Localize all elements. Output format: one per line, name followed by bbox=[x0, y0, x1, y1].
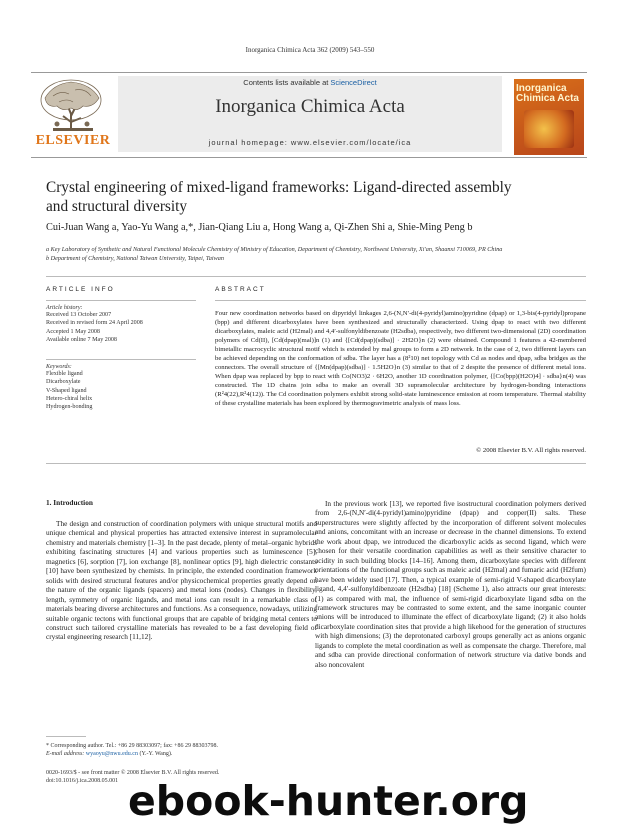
journal-cover-art bbox=[524, 110, 574, 148]
contents-line bbox=[118, 78, 502, 87]
history-item: Received 13 October 2007 bbox=[46, 312, 112, 318]
abstract-rule bbox=[215, 300, 586, 301]
keywords-rule bbox=[46, 359, 196, 360]
article-title-line-1: Crystal engineering of mixed-ligand frameworks: Ligand-directed assembly bbox=[46, 179, 512, 196]
affiliation-b: b Department of Chemistry, National Taiwan University, Taipei, Taiwan bbox=[46, 255, 224, 262]
journal-cover-title: Inorganica Chimica Acta bbox=[516, 83, 579, 104]
footnote-rule bbox=[46, 736, 86, 737]
keywords-label: Keywords: bbox=[46, 364, 72, 370]
email-line bbox=[46, 750, 316, 758]
watermark: ebook-hunter.org bbox=[128, 777, 529, 825]
sciencedirect-link[interactable]: ScienceDirect bbox=[330, 78, 377, 87]
history-item: Received in revised form 24 April 2008 bbox=[46, 320, 143, 327]
article-info-rule bbox=[46, 300, 196, 301]
keyword-item: Hydrogen-bonding bbox=[46, 404, 93, 411]
issn-line: 0020-1693/$ - see front matter © 2008 Elsevier B.V. All rights reserved. bbox=[46, 770, 220, 776]
doi-line[interactable]: doi:10.1016/j.ica.2008.05.001 bbox=[46, 778, 119, 784]
article-history bbox=[46, 305, 196, 344]
contents-prefix: Contents lists available at bbox=[243, 78, 331, 87]
history-item: Accepted 1 May 2008 bbox=[46, 328, 100, 335]
email-link[interactable]: wyaoyu@nwu.edu.cn bbox=[85, 751, 138, 757]
article-history-label: Article history: bbox=[46, 305, 83, 311]
journal-title: Inorganica Chimica Acta bbox=[215, 96, 405, 117]
author-list: Cui-Juan Wang a, Yao-Yu Wang a,*, Jian-Qiang Liu a, Hong Wang a, Qi-Zhen Shi a, Shie-Ming Peng b bbox=[46, 222, 473, 233]
keyword-item: Flexible ligand bbox=[46, 371, 83, 377]
elsevier-wordmark: ELSEVIER bbox=[35, 133, 111, 148]
body-paragraph: The design and construction of coordination polymers with unique structural motifs and unique chemical and physical properties has attracted extensive interest in supramolecular chemistry and materials chemistry [1–3]. In the past decade, plenty of metal–organic hybrids exhibiting fascinating structures [4] and various properties such as luminescence [5], magnetics [6], sorption [7], ion exchange [8], nonlinear optics [9], high dielectric constants [10] have been synthesized by chemists. In principle, the extended coordination framework solids with desired structural features and/or physicochemical properties greatly depend on the nature of the organic ligands (spacers) and metal ions (nodes). Changes in flexibility, length, symmetry of organic ligands, and metal ions can result in a remarkable class of materials bearing diverse architectures and functions. As a consequence, nowadays, utilizing suitable organic tectons with functional groups that are capable of bridging metal centers to construct such tailored crystalline materials has revealed to be a fast developing field of crystal engineering research [11,12]. bbox=[46, 519, 317, 642]
article-title bbox=[46, 178, 586, 216]
running-head: Inorganica Chimica Acta 362 (2009) 543–550 bbox=[245, 46, 375, 54]
footnote bbox=[46, 742, 316, 758]
affiliations bbox=[46, 245, 586, 263]
email-label: E-mail address: bbox=[46, 751, 86, 757]
abstract-text: Four new coordination networks based on dipyridyl linkages 2,6-(N,N′-di(4-pyridyl)amino)pyridine (dpap) or 1,3-bis(4-pyridyl)propane (bpp) and different dicarboxylates have been synthesized and structurally characterized. Using dpap to react with two different dicarboxylates, maleic acid (H2mal) and 4,4′-sulfonyldibenzoate (H2sdba), respectively, two different two-dimensional (2D) coordination polymers of Cd(II), [Cd(dpap)(mal)]n (1) and {[Cd(dpap)(sdba)] · 2H2O}n (2) were obtained. Compound 1 features a 42-membered bimetallic macrocyclic structural motif which is extended by mal groups to form a 2D network. In the case of 2, two different layers can be achieved depending on the conformation of sdba. The layer has a (8²10) net topology with Cd as nodes and dpap, sdba bridges as the connectors. The overall structure of {[Mn(dpap)(sdba)] · 1.5H2O}n (3) similar to that of 2 despite the presence of different metal ions. When dpap was replaced by bpp to react with Co(NO3)2 · 6H2O, another 1D coordination polymer, {[Co(bpp)(H2O)4] · sdba}n(4) was constructed. The 1D chains join sdba to make an overall 3D supramolecular architecture by hydrogen-bonding interactions (R²4(22),R²4(12)). The Cd coordination polymers exhibit strong solid-state luminescence emission at room temperature. Thermal stability of these crystalline materials has been explored by thermogravimetric analysis of mass loss. bbox=[215, 310, 586, 408]
title-divider bbox=[46, 276, 586, 277]
keywords bbox=[46, 364, 196, 411]
keyword-item: Hetero-chiral helix bbox=[46, 395, 93, 402]
keyword-item: V-Shaped ligand bbox=[46, 387, 87, 394]
body-paragraph: In the previous work [13], we reported five isostructural coordination polymers derived from 2,6-(N,N′-di(4-pyridyl)amino)pyridine (dpap) and copper(II) salts. These superstructures were slightly affected by the incorporation of different solvent molecules and anions, concomitant with an increase or decrease in the channel dimensions. To extend the work about dpap, we introduced the dicarboxylic acids as second ligand, which were chosen for their versatile coordination capabilities as well as their sensitive character to acidity in such building blocks [14–16]. Among them, dicarboxylate species with different orientations of the functional groups such as maleic acid (H2mal) and fumaric acid (H2fum) have been widely used [17]. Then, a typical example of semi-rigid V-shaped dicarboxylate ligand, 4,4′-sulfonyldibenzoate (H2sdba) [18] (Scheme 1), also attracts our great interests: (1) as compared with mal, the influence of semi-rigid dicarboxylate ligand sdba on the framework structures may be contrasted to some extent, and the same inorganic counter anions will be introduced to illuminate the effect of dicarboxylate ligand; (2) it also holds dicarboxylate coordination sites that provide a high likehood for the generation of structures with high dimensions; (3) the deprotonated carboxyl groups generally act as anions organic ligands to complete the metal coordination as well as compensate the charge. Therefore, mal and sdba can provide directional conformation of network structure via dative bonds and also noncovalent bbox=[315, 499, 586, 669]
copyright-notice: © 2008 Elsevier B.V. All rights reserved. bbox=[476, 447, 586, 454]
section-heading-introduction: 1. Introduction bbox=[46, 498, 93, 507]
journal-homepage[interactable]: journal homepage: www.elsevier.com/locate/ica bbox=[208, 138, 412, 147]
body-right-column bbox=[315, 499, 586, 669]
article-title-line-2: and structural diversity bbox=[46, 198, 188, 215]
abstract-heading: ABSTRACT bbox=[215, 286, 266, 293]
body-left-column bbox=[46, 519, 317, 642]
history-item: Available online 7 May 2008 bbox=[46, 336, 117, 343]
keyword-item: Dicarboxylate bbox=[46, 379, 81, 386]
affiliation-a: a Key Laboratory of Synthetic and Natural Functional Molecule Chemistry of Ministry of Education, Department of Chemistry, Northwest University, Xi'an, Shaanxi 710069, PR China bbox=[46, 246, 503, 253]
abstract-bottom-divider bbox=[46, 463, 586, 464]
corresponding-author-note: * Corresponding author. Tel.: +86 29 88303097; fax: +86 29 88303798. bbox=[46, 743, 219, 749]
email-suffix: (Y.-Y. Wang). bbox=[137, 751, 173, 757]
article-info-heading: ARTICLE INFO bbox=[46, 286, 115, 293]
